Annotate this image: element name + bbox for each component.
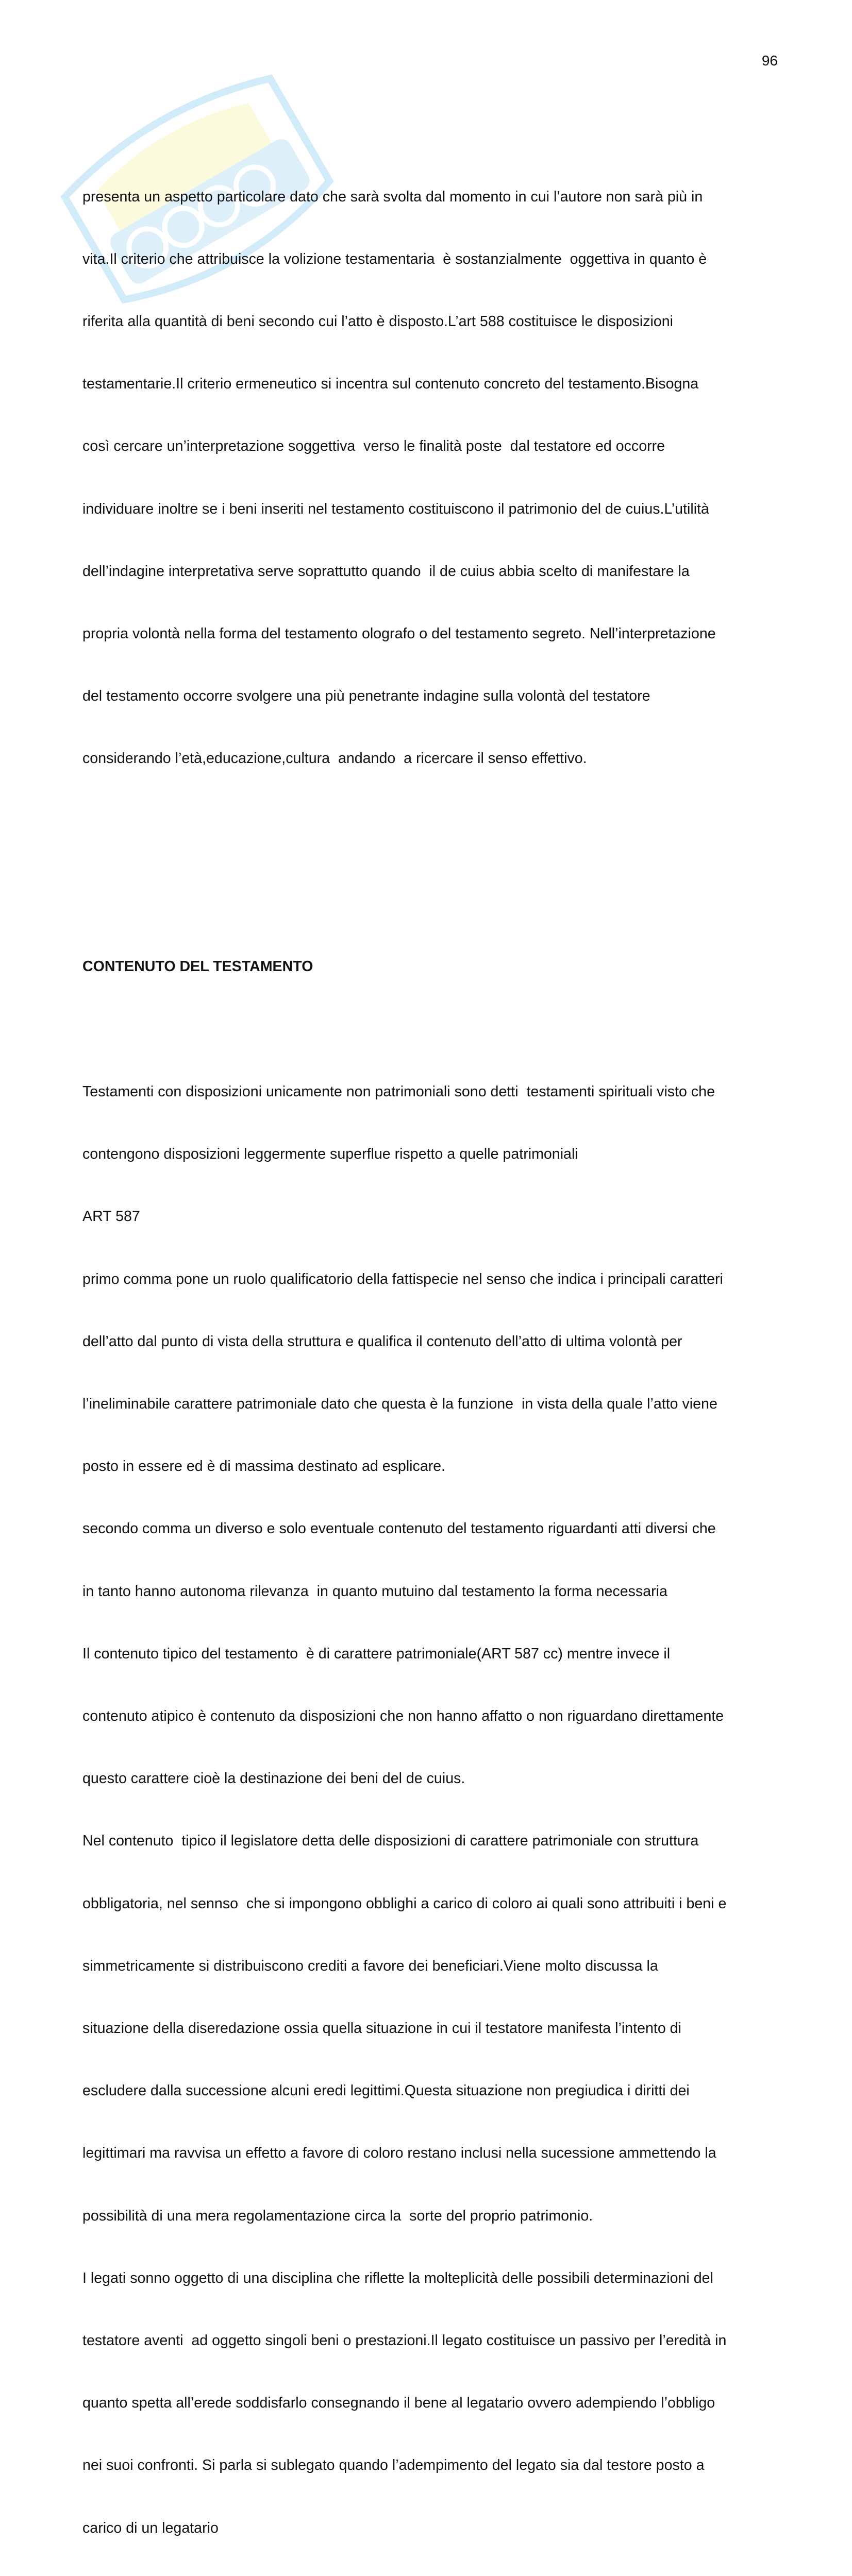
text-line: situazione della diseredazione ossia quella situazione in cui il testatore manifesta l’intento di (82, 2020, 681, 2037)
text-line: Nel contenuto tipico il legislatore detta delle disposizioni di carattere patrimoniale con struttura (82, 1833, 699, 1850)
text-line: vita.Il criterio che attribuisce la volizione testamentaria è sostanzialmente oggettiva in quanto è (82, 250, 707, 267)
text-line: quanto spetta all’erede soddisfarlo consegnando il bene al legatario ovvero adempiendo l’obbligo (82, 2395, 715, 2412)
section-body (82, 1040, 783, 2576)
intro-paragraph (82, 145, 783, 811)
text-line: obbligatoria, nel sennso che si impongono obblighi a carico di coloro ai quali sono attribuiti i beni e (82, 1895, 727, 1912)
section-heading: CONTENUTO DEL TESTAMENTO (82, 958, 313, 975)
text-line: simmetricamente si distribuiscono crediti a favore dei beneficiari.Viene molto discussa la (82, 1957, 658, 1974)
text-line: così cercare un’interpretazione soggettiva verso le finalità poste dal testatore ed occorre (82, 438, 665, 455)
text-line: I legati sonno oggetto di una disciplina che riflette la molteplicità delle possibili determinazioni del (82, 2269, 713, 2286)
text-line: l’ineliminabile carattere patrimoniale dato che questa è la funzione in vista della quale l’atto viene (82, 1395, 717, 1412)
page-number: 96 (761, 53, 778, 69)
text-line: del testamento occorre svolgere una più penetrante indagine sulla volontà del testatore (82, 688, 650, 705)
text-line: questo carattere cioè la destinazione dei beni del de cuius. (82, 1770, 465, 1787)
text-line: escludere dalla successione alcuni eredi legittimi.Questa situazione non pregiudica i diritti dei (82, 2082, 690, 2099)
text-line: in tanto hanno autonoma rilevanza in quanto mutuino dal testamento la forma necessaria (82, 1583, 667, 1600)
text-line: ART 587 (82, 1208, 140, 1225)
text-line: primo comma pone un ruolo qualificatorio della fattispecie nel senso che indica i principali caratteri (82, 1270, 723, 1287)
text-line: presenta un aspetto particolare dato che sarà svolta dal momento in cui l’autore non sarà più in (82, 188, 703, 205)
text-line: propria volontà nella forma del testamento olografo o del testamento segreto. Nell’interpretazione (82, 625, 716, 642)
text-line: posto in essere ed è di massima destinato ad esplicare. (82, 1458, 446, 1475)
text-line: contengono disposizioni leggermente superflue rispetto a quelle patrimoniali (82, 1146, 578, 1163)
text-line: contenuto atipico è contenuto da disposizioni che non hanno affatto o non riguardano direttamente (82, 1707, 724, 1724)
page-body (82, 103, 783, 2576)
text-line: dell’indagine interpretativa serve soprattutto quando il de cuius abbia scelto di manifestare la (82, 563, 690, 580)
text-line: possibilità di una mera regolamentazione circa la sorte del proprio patrimonio. (82, 2207, 593, 2224)
text-line: nei suoi confronti. Si parla si sublegato quando l’adempimento del legato sia dal testore posto a (82, 2457, 705, 2474)
text-line: testatore aventi ad oggetto singoli beni o prestazioni.Il legato costituisce un passivo per l’eredità in (82, 2332, 727, 2349)
text-line: considerando l’età,educazione,cultura andando a ricercare il senso effettivo. (82, 750, 587, 767)
text-line: dell’atto dal punto di vista della struttura e qualifica il contenuto dell’atto di ultima volontà per (82, 1333, 682, 1350)
text-line: legittimari ma ravvisa un effetto a favore di coloro restano inclusi nella sucessione ammettendo la (82, 2145, 716, 2162)
text-line: individuare inoltre se i beni inseriti nel testamento costituiscono il patrimonio del de cuius.L’utilità (82, 500, 709, 517)
text-line: Il contenuto tipico del testamento è di carattere patrimoniale(ART 587 cc) mentre invece il (82, 1645, 671, 1662)
text-line: Testamenti con disposizioni unicamente non patrimoniali sono detti testamenti spirituali visto che (82, 1083, 715, 1100)
text-line: riferita alla quantità di beni secondo cui l’atto è disposto.L’art 588 costituisce le disposizioni (82, 313, 674, 330)
text-line: carico di un legatario (82, 2519, 219, 2536)
paragraph-spacer (82, 873, 783, 894)
text-line: testamentarie.Il criterio ermeneutico si incentra sul contenuto concreto del testamento.Bisogna (82, 376, 699, 393)
text-line: secondo comma un diverso e solo eventuale contenuto del testamento riguardanti atti diversi che (82, 1520, 716, 1537)
